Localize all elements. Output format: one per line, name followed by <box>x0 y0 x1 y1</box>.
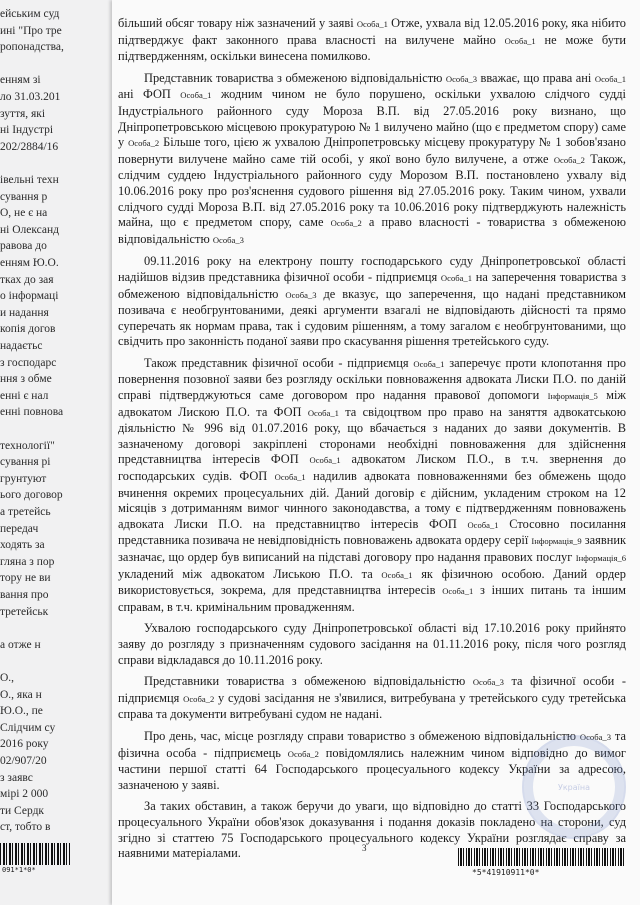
paragraph-text: та фізичної особи - підприємця <box>118 674 627 705</box>
anonymized-placeholder: Особа_3 <box>579 731 612 742</box>
anonymized-placeholder: Особа_3 <box>212 234 244 245</box>
court-stamp-seal <box>522 735 626 839</box>
body-paragraph <box>118 16 626 65</box>
anonymized-placeholder: Особа_1 <box>381 569 413 580</box>
underlying-text-line: вання про <box>0 589 49 601</box>
anonymized-placeholder: Особа_3 <box>472 677 504 688</box>
underlying-text-line: Слідчим су <box>0 721 56 734</box>
paragraph-text: Більше того, цією ж ухвалою Дніпропетровську місцеву прокуратуру № 1 зобов'язано повернути вилучене майно саме тій особі, у якої воно було вилучене, а отже <box>118 135 626 166</box>
paragraph-text: не може бути підтвердженням, оскільки винесена помилково. <box>118 32 626 64</box>
paragraph-text: Стосовно посилання представника позивача не невідповідність повноважень адвоката ордеру серії <box>118 516 626 548</box>
anonymized-placeholder: Особа_1 <box>309 455 341 466</box>
underlying-text-line: 02/907/20 <box>0 755 47 767</box>
anonymized-placeholder: Особа_1 <box>442 586 474 597</box>
underlying-text-line: енням Ю.О. <box>0 257 59 269</box>
anonymized-placeholder: Інформація_9 <box>531 536 582 547</box>
barcode-text: *5*41910911*0* <box>472 868 540 877</box>
underlying-text-line: О., <box>0 672 15 684</box>
paragraph-text: Представник товариства з обмеженою відповідальністю <box>144 70 446 85</box>
underlying-text-line: ейським суд <box>0 8 60 20</box>
anonymized-placeholder: Інформація_6 <box>575 553 626 563</box>
underlying-text-line: ло 31.03.201 <box>0 91 61 103</box>
paragraph-text: де вказує, що заперечення, що надані представником позивача є необгрунтованими, деякі аргументи взагалі не відповідають дійсності та прямо суперечать як нормам права, так і судовим рішенням, а тому загалом є необгрунтованими, що свідчить про законність поданої заяви про скасування рішення третейського суду. <box>118 286 626 349</box>
underlying-text-line: О, не є на <box>0 207 48 220</box>
underlying-text-line: ння з обме <box>0 373 52 386</box>
underlying-text-line: ні Олександ <box>0 223 60 236</box>
underlying-text-line: енням зі <box>0 74 41 87</box>
paragraph-text: Також представник фізичної особи - підприємця <box>144 355 414 370</box>
page-number: 3 <box>362 843 367 853</box>
anonymized-placeholder: Особа_2 <box>330 218 362 229</box>
underlying-text-line: сування рі <box>0 456 51 469</box>
anonymized-placeholder: Особа_1 <box>307 407 339 418</box>
underlying-text-line: зуття, які <box>0 107 46 120</box>
underlying-text-line: равова до <box>0 240 47 253</box>
anonymized-placeholder: Особа_1 <box>180 90 212 101</box>
paragraph-text: між адвокатом Лискою П.О. та ФОП <box>118 388 626 419</box>
body-paragraph <box>118 71 626 249</box>
anonymized-placeholder: Особа_1 <box>274 472 306 483</box>
paragraph-text: Отже, ухвала від 12.05.2016 року, яка нібито підтверджує факт законного права власності на вилучене майно <box>118 16 626 47</box>
paragraph-text: повідомлялись належним чином відповідно до вимог частини першої статті 64 Господарського процесуального кодексу України за адресою, зазначеною у заяві. <box>118 745 627 792</box>
anonymized-placeholder: Особа_2 <box>183 693 215 704</box>
underlying-text-line: О., яка н <box>0 688 42 701</box>
underlying-text-line: мірі 2 000 <box>0 788 49 801</box>
underlying-text-line: ні Індустрі <box>0 124 54 137</box>
paragraph-text: вважає, що права ані <box>477 70 595 85</box>
paragraph-text: ані ФОП <box>118 87 181 102</box>
underlying-text-line: сування р <box>0 190 48 203</box>
paragraph-text: 09.11.2016 року на електрону пошту господарського суду Дніпропетровської області надійшов відзив представника фізичної особи - підприємця <box>118 254 626 284</box>
underlying-text-line: ині "Про тре <box>0 24 62 37</box>
body-paragraph <box>118 674 626 723</box>
underlying-text-line: ст, тобто в <box>0 821 51 834</box>
paragraph-text: Представники товариства з обмеженою відповідальністю <box>144 674 473 689</box>
paragraph-text: на заперечення товариства з обмеженою відповідальністю <box>118 269 626 301</box>
underlying-text-line: о інформаці <box>0 290 59 303</box>
paragraph-text: заперечує проти клопотання про повернення позовної заяви без розгляду оскільки повноваження адвоката Лиски П.О. по даній справі підтверджуються саме договором про надання правової допомоги <box>118 355 626 403</box>
underlying-text-line: а третейсь <box>0 506 51 518</box>
paragraph-text: а право власності - товариства з обмеженою відповідальністю <box>118 215 626 246</box>
underlying-text-line: а отже н <box>0 638 41 651</box>
paragraph-text: укладений між адвокатом Лиською П.О. та <box>118 566 382 581</box>
underlying-text-line: тках до зая <box>0 273 54 286</box>
anonymized-placeholder: Особа_2 <box>128 138 160 149</box>
paragraph-text: За таких обставин, а також беручи до уваги, що відповідно до статті 33 Господарського процесуального України обов'язок доказування і подання доказів покладено на сторони, суд згідно зі статтею 75 Господарського процесуального кодексу України розглядає справу за наявними матеріалами. <box>118 799 626 861</box>
underlying-text-line: ього договор <box>0 489 63 502</box>
paragraph-text: як фізичною особою. Даний ордер використовується, зокрема, для представництва інтересів <box>118 566 626 598</box>
anonymized-placeholder: Інформація_5 <box>547 391 598 402</box>
paragraph-text: заявник зазначає, що ордер був виписаний на підставі договору про надання правових послуг <box>118 533 626 564</box>
body-paragraph <box>118 621 626 668</box>
anonymized-placeholder: Особа_1 <box>440 272 473 283</box>
anonymized-placeholder: Особа_1 <box>356 19 388 29</box>
underlying-text-line: 2016 року <box>0 738 49 751</box>
underlying-text-line: гляна з пор <box>0 555 55 568</box>
underlying-barcode-text: 091*1*0* <box>2 866 36 874</box>
underlying-text-line: тору не ви <box>0 572 51 585</box>
underlying-text-line: технології" <box>0 439 55 452</box>
anonymized-placeholder: Особа_1 <box>504 35 536 46</box>
underlying-text-line: копія догов <box>0 323 56 336</box>
paragraph-text: більший обсяг товару ніж зазначений у заяві <box>118 16 357 30</box>
underlying-text-line: передач <box>0 522 39 535</box>
paragraph-text: та свідоцтвом про право на заняття адвокатською діяльністю № 996 від 01.07.2016 року, що вбачається з наданих до заяви документів. В зазначеному договорі закріплені сторонами необхідні повноваження для здійснення представництва інтересів ФОП <box>118 404 626 467</box>
underlying-text-line: третейськ <box>0 605 49 618</box>
anonymized-placeholder: Особа_1 <box>594 73 626 84</box>
underlying-text-line: ходять за <box>0 539 45 552</box>
paragraph-text: у судові засідання не з'явилися, витребувана у третейського суду третейська справа та документи витребувані судом не надані. <box>118 690 627 722</box>
anonymized-placeholder: Особа_1 <box>413 358 445 369</box>
underlying-barcode <box>0 843 70 865</box>
anonymized-placeholder: Особа_2 <box>287 748 319 759</box>
underlying-text-line: з господарс <box>0 356 57 369</box>
underlying-text-line: 202/2884/16 <box>0 140 59 153</box>
underlying-text-line: грунтуют <box>0 472 47 485</box>
anonymized-placeholder: Особа_1 <box>467 519 499 530</box>
document-page <box>112 0 640 905</box>
underlying-text-line: и надання <box>0 306 49 319</box>
underlying-text-line: івельні техн <box>0 174 59 186</box>
underlying-text-line: ропонадства, <box>0 41 64 54</box>
anonymized-placeholder: Особа_3 <box>285 289 317 300</box>
paragraph-text: Про день, час, місце розгляду справи товариство з обмеженою відповідальністю <box>144 728 580 743</box>
stamp-text: Україна <box>557 782 591 792</box>
anonymized-placeholder: Особа_2 <box>553 154 585 165</box>
paragraph-text: та фізична особа - підприємець <box>118 728 626 760</box>
paragraph-text: Ухвалою господарського суду Дніпропетровської області від 17.10.2016 року прийнято заяву до розгляду з призначенням судового засідання на 01.11.2016 року, після чого розгляд справи відкладався до 10.11.2016 року. <box>118 621 626 667</box>
underlying-text-line: надаєтьс <box>0 340 43 352</box>
document-barcode <box>458 848 626 866</box>
paragraph-text: надилив адвоката повноваженнями без обмежень щодо вчинення окремих процесуальних дій. Даний договір є дійсним, укладеним строком на 12 місяців з дотриманням вимог чинного законодавства, а тому є підтвердженням повноважень адвоката Лиски П.О. на представництво інтересів ФОП <box>118 469 626 531</box>
underlying-text-line: енні повнова <box>0 406 64 419</box>
underlying-document-page <box>0 0 112 905</box>
underlying-text-line: Ю.О., пе <box>0 705 43 718</box>
anonymized-placeholder: Особа_3 <box>445 73 477 84</box>
paragraph-text: з інших питань та іншим справам, в т.ч. кримінальним провадженням. <box>118 583 626 614</box>
underlying-text-line: з заявс <box>0 771 33 784</box>
paragraph-text: Також, слідчим суддею Індустріального районного суду Морозом В.П. постановлено ухвалу від 10.06.2016 року про роз'яснення судового рішення від 27.05.2016 року. Таким чином, ухвали слідчого судді Мороза В.П. від 27.05.2016 року та 10.06.2016 року підтверджують належність майна, що є предметом спору, саме <box>118 151 626 230</box>
paragraph-text: жодним чином не було порушено, оскільки ухвалою слідчого судді Індустріального районного суду Мороза В.П. від 27.05.2016 року визнано, що Дніпропетровською місцевою прокуратурою № 1 вилучено майно (що є предметом спору) саме у <box>118 87 626 150</box>
paragraph-text: адвокатом Лиском П.О., в т.ч. звернення до господарських судів. ФОП <box>118 452 626 484</box>
underlying-text-line: ти Сердк <box>0 804 45 817</box>
body-paragraph <box>118 254 626 350</box>
underlying-text-line: енні є нал <box>0 389 49 402</box>
body-paragraph <box>118 356 626 616</box>
